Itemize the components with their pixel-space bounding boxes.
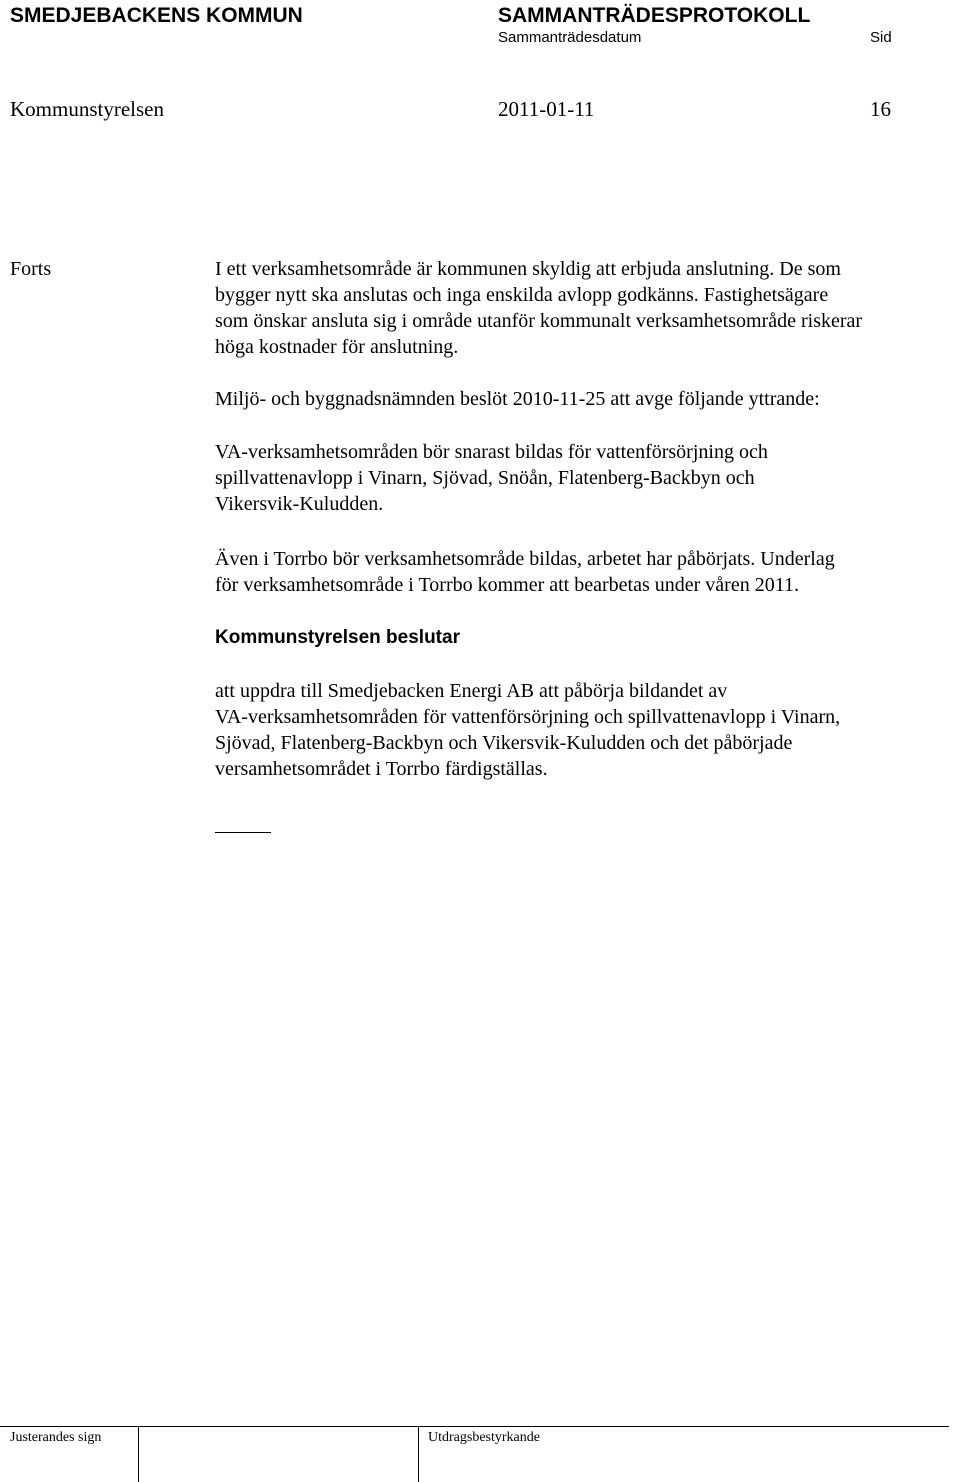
text-line: att uppdra till Smedjebacken Energi AB att påbörja bildandet av: [215, 680, 728, 702]
text-line: höga kostnader för anslutning.: [215, 336, 459, 358]
text-line: VA-verksamhetsområden bör snarast bildas för vattenförsörjning och: [215, 441, 768, 463]
certified-label: Utdragsbestyrkande: [428, 1430, 540, 1445]
footer-column-divider: [138, 1426, 139, 1482]
signature-label: Justerandes sign: [10, 1430, 102, 1445]
body-name: Kommunstyrelsen: [10, 97, 164, 121]
date-label: Sammanträdesdatum: [498, 29, 642, 46]
text-line: Vikersvik-Kuludden.: [215, 493, 384, 515]
paragraph-statement: [215, 439, 955, 517]
document-type: SAMMANTRÄDESPROTOKOLL: [498, 4, 811, 27]
footer-divider: [0, 1426, 949, 1427]
text-line: bygger nytt ska anslutas och inga enskilda avlopp godkänns. Fastighetsägare: [215, 284, 829, 306]
section-end-rule: [215, 832, 271, 833]
decision-text: [215, 678, 955, 782]
text-line: I ett verksamhetsområde är kommunen skyldig att erbjuda anslutning. De som: [215, 258, 841, 280]
text-line: som önskar ansluta sig i område utanför kommunalt verksamhetsområde riskerar: [215, 310, 863, 332]
page-label: Sid: [870, 29, 892, 46]
section-label: Forts: [10, 258, 52, 280]
text-line: VA-verksamhetsområden för vattenförsörjning och spillvattenavlopp i Vinarn,: [215, 706, 841, 728]
text-line: spillvattenavlopp i Vinarn, Sjövad, Snöån, Flatenberg-Backbyn och: [215, 467, 755, 489]
decision-heading: Kommunstyrelsen beslutar: [215, 627, 460, 648]
text-line: Även i Torrbo bör verksamhetsområde bildas, arbetet har påbörjats. Underlag: [215, 548, 835, 570]
text-line: för verksamhetsområde i Torrbo kommer att bearbetas under våren 2011.: [215, 574, 799, 596]
paragraph-board-decision: [215, 386, 955, 412]
text-line: Miljö- och byggnadsnämnden beslöt 2010-11-25 att avge följande yttrande:: [215, 388, 820, 410]
text-line: Sjövad, Flatenberg-Backbyn och Vikersvik-Kuludden och det påbörjade: [215, 732, 793, 754]
paragraph-connection-obligation: [215, 256, 955, 360]
meeting-date: 2011-01-11: [498, 97, 595, 121]
page-number: 16: [870, 97, 891, 121]
organization-name: SMEDJEBACKENS KOMMUN: [10, 4, 303, 27]
paragraph-torrbo: [215, 546, 955, 598]
footer-column-divider: [418, 1426, 419, 1482]
text-line: versamhetsområdet i Torrbo färdigställas.: [215, 758, 548, 780]
